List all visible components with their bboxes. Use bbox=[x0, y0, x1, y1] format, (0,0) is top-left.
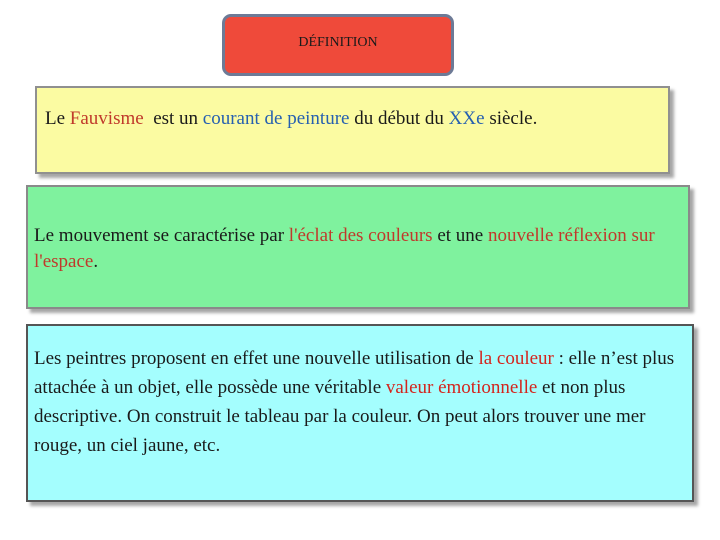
box2-text-2: et une bbox=[432, 225, 488, 246]
box2-text-3: . bbox=[93, 251, 99, 272]
definition-title-box bbox=[222, 14, 454, 76]
mouvement-box bbox=[26, 185, 690, 309]
box1-text-2: est un bbox=[143, 108, 203, 129]
box2-text-1: Le mouvement se caractérise par bbox=[34, 225, 289, 246]
highlight-eclat-des-couleurs: l'éclat des couleurs bbox=[288, 225, 433, 246]
highlight-la-couleur: la couleur bbox=[478, 348, 554, 369]
box1-text-3: du début du bbox=[349, 108, 449, 129]
definition-title: DÉFINITION bbox=[298, 35, 378, 50]
box3-text-2: : elle n’est plus attachée à un objet, elle possède une véritable bbox=[34, 348, 675, 398]
box3-text-1: Les peintres proposent en effet une nouvelle utilisation de bbox=[34, 348, 479, 369]
highlight-xxe: XXe bbox=[448, 108, 485, 129]
box1-text-4: siècle. bbox=[484, 108, 538, 129]
highlight-fauvisme: Fauvisme bbox=[69, 108, 144, 129]
box1-text-1: Le bbox=[45, 108, 70, 129]
box3-text-3: et non plus descriptive. On construit le tableau par la couleur. On peut alors trouver une mer rouge, un ciel jaune, etc. bbox=[34, 377, 646, 456]
highlight-nouvelle-reflexion: nouvelle réflexion sur l'espace bbox=[34, 225, 655, 272]
highlight-courant-de-peinture: courant de peinture bbox=[202, 108, 350, 129]
peintres-box bbox=[26, 324, 694, 502]
highlight-valeur-emotionnelle: valeur émotionnelle bbox=[385, 377, 538, 398]
fauvisme-definition-box bbox=[35, 86, 670, 174]
